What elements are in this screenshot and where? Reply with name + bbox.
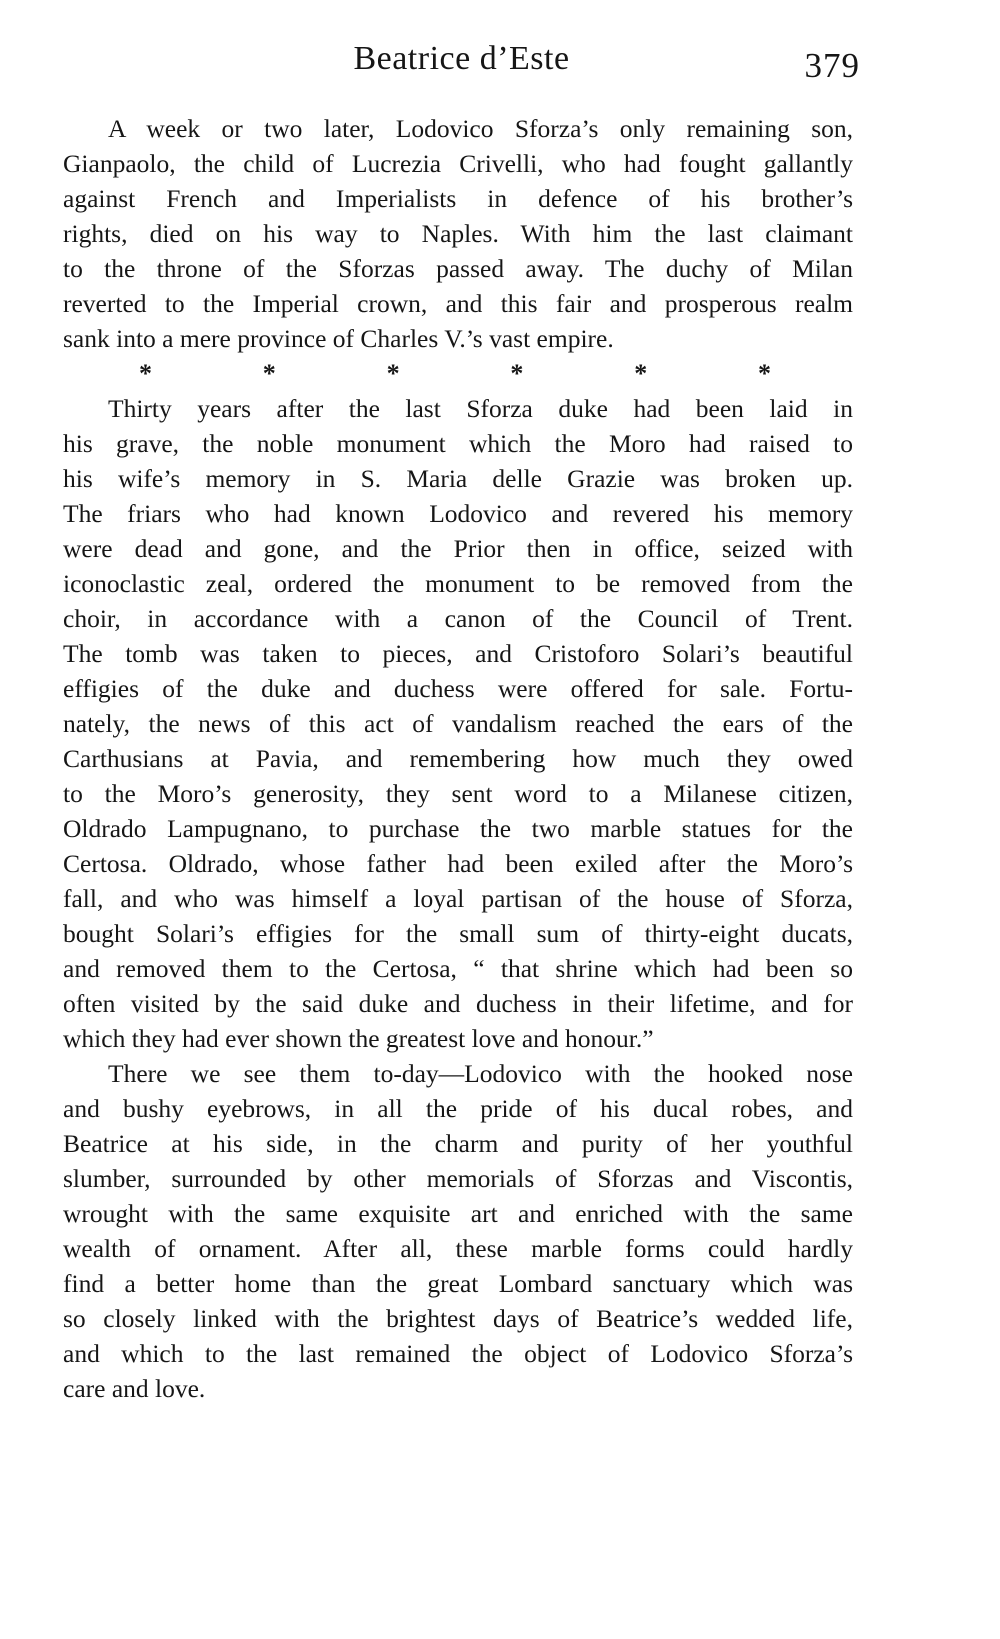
paragraph-2 [63,391,853,1056]
text-line: A week or two later, Lodovico Sforza’s only remaining son, [108,114,853,143]
text-line: and removed them to the Certosa, “ that shrine which had been so [63,954,853,983]
asterisk: * [510,359,524,388]
running-title: Beatrice d’Este [353,40,570,77]
text-line: often visited by the said duke and duchess in their lifetime, and for [63,989,853,1018]
text-line: Thirty years after the last Sforza duke had been laid in [108,394,853,423]
text-line: Gianpaolo, the child of Lucrezia Crivelli, who had fought gallantly [63,149,853,178]
asterisk: * [757,359,771,388]
text-line: wrought with the same exquisite art and enriched with the same [63,1199,853,1228]
paragraph-1 [63,111,853,356]
text-line: fall, and who was himself a loyal partisan of the house of Sforza, [63,884,853,913]
asterisk: * [386,359,400,388]
text-line: and bushy eyebrows, in all the pride of his ducal robes, and [63,1094,853,1123]
text-line: against French and Imperialists in defence of his brother’s [63,184,853,213]
body-text [63,111,853,1406]
running-head [63,40,860,90]
text-line: find a better home than the great Lombard sanctuary which was [63,1269,853,1298]
page-number: 379 [804,46,860,85]
text-line: sank into a mere province of Charles V.’s vast empire. [63,324,614,353]
text-line: There we see them to-day—Lodovico with the hooked nose [108,1059,853,1088]
text-line: reverted to the Imperial crown, and this fair and prosperous realm [63,289,853,318]
section-separator [63,356,853,391]
text-line: iconoclastic zeal, ordered the monument to be removed from the [63,569,853,598]
text-line: so closely linked with the brightest days of Beatrice’s wedded life, [63,1304,853,1333]
text-line: Beatrice at his side, in the charm and purity of her youthful [63,1129,853,1158]
text-line: his wife’s memory in S. Maria delle Grazie was broken up. [63,464,853,493]
paragraph-3 [63,1056,853,1406]
text-line: care and love. [63,1374,206,1403]
text-line: The tomb was taken to pieces, and Cristoforo Solari’s beautiful [63,639,853,668]
text-line: Carthusians at Pavia, and remembering how much they owed [63,744,853,773]
text-line: to the throne of the Sforzas passed away. The duchy of Milan [63,254,853,283]
text-line: and which to the last remained the object of Lodovico Sforza’s [63,1339,853,1368]
text-line: nately, the news of this act of vandalism reached the ears of the [63,709,853,738]
text-line: slumber, surrounded by other memorials of Sforzas and Viscontis, [63,1164,853,1193]
text-line: Certosa. Oldrado, whose father had been exiled after the Moro’s [63,849,853,878]
text-line: effigies of the duke and duchess were offered for sale. Fortu- [63,674,853,703]
text-line: wealth of ornament. After all, these marble forms could hardly [63,1234,853,1263]
text-line: which they had ever shown the greatest love and honour.” [63,1024,654,1053]
text-line: The friars who had known Lodovico and revered his memory [63,499,853,528]
text-line: bought Solari’s effigies for the small sum of thirty-eight ducats, [63,919,853,948]
asterisk: * [262,359,276,388]
text-line: his grave, the noble monument which the Moro had raised to [63,429,853,458]
text-line: to the Moro’s generosity, they sent word to a Milanese citizen, [63,779,853,808]
text-line: Oldrado Lampugnano, to purchase the two marble statues for the [63,814,853,843]
asterisk: * [139,359,152,388]
text-line: rights, died on his way to Naples. With him the last claimant [63,219,853,248]
asterisk: * [634,359,648,388]
text-line: were dead and gone, and the Prior then in office, seized with [63,534,853,563]
text-line: choir, in accordance with a canon of the Council of Trent. [63,604,853,633]
